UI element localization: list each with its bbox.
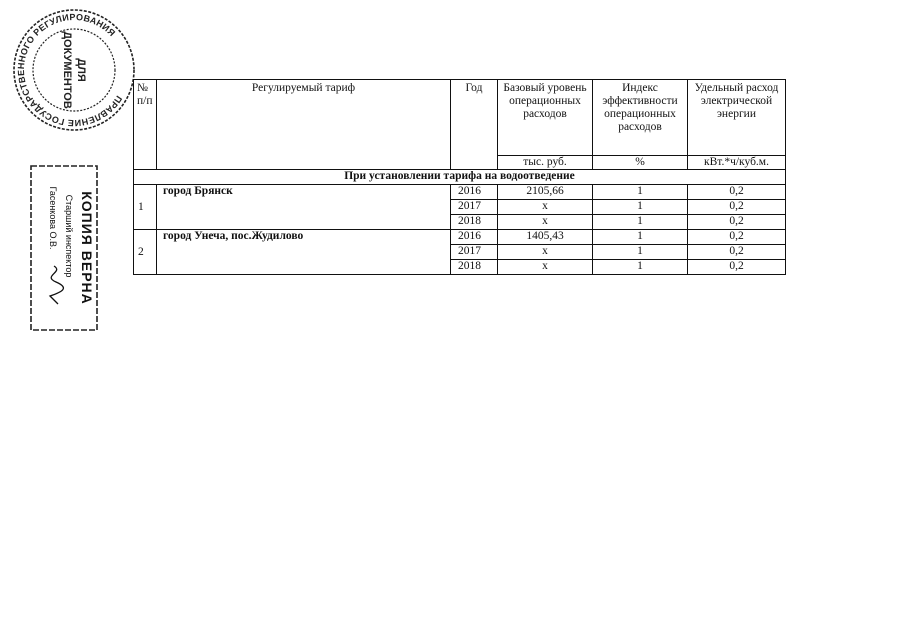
- header-index: Индекс эффективности операционных расходов: [593, 80, 688, 156]
- header-elec: Удельный расход электрической энергии: [688, 80, 786, 156]
- row-index: 1: [593, 200, 688, 215]
- row-base: 2105,66: [498, 185, 593, 200]
- row-index: 1: [593, 215, 688, 230]
- row-elec: 0,2: [688, 185, 786, 200]
- svg-text:ПРАВЛЕНИЕ ГОСУДАРСТВЕННОГО РЕГ: [10, 6, 138, 134]
- header-year: Год: [451, 80, 498, 170]
- stamp-graphic: [30, 165, 98, 331]
- row-tariff-name: город Унеча, пос.Жудилово: [157, 230, 451, 275]
- unit-elec: кВт.*ч/куб.м.: [688, 156, 786, 170]
- signature-mark: [50, 266, 63, 304]
- header-num: № п/п: [134, 80, 157, 170]
- row-base: 1405,43: [498, 230, 593, 245]
- stamp-name: Гасенкова О.В.: [48, 186, 58, 250]
- tariff-table: [133, 79, 786, 275]
- header-base: Базовый уровень операционных расходов: [498, 80, 593, 156]
- row-base: х: [498, 260, 593, 275]
- row-elec: 0,2: [688, 260, 786, 275]
- row-base: х: [498, 215, 593, 230]
- row-base: х: [498, 245, 593, 260]
- row-year: 2018: [451, 260, 498, 275]
- section-row: [134, 170, 786, 185]
- unit-index: %: [593, 156, 688, 170]
- row-elec: 0,2: [688, 215, 786, 230]
- seal-graphic: [10, 6, 138, 134]
- row-year: 2017: [451, 245, 498, 260]
- row-year: 2018: [451, 215, 498, 230]
- table-row: [134, 230, 786, 245]
- unit-base: тыс. руб.: [498, 156, 593, 170]
- section-title: При установлении тарифа на водоотведение: [134, 170, 786, 185]
- row-elec: 0,2: [688, 200, 786, 215]
- row-tariff-name: город Брянск: [157, 185, 451, 230]
- row-index: 1: [593, 260, 688, 275]
- row-year: 2016: [451, 230, 498, 245]
- seal-center-line1: ДЛЯ: [75, 58, 87, 82]
- row-number: 2: [134, 230, 157, 275]
- copy-certified-stamp: [30, 165, 98, 331]
- row-number: 1: [134, 185, 157, 230]
- row-elec: 0,2: [688, 245, 786, 260]
- row-base: х: [498, 200, 593, 215]
- stamp-position: Старший инспектор: [64, 194, 74, 278]
- row-index: 1: [593, 185, 688, 200]
- seal-ring-text: ПРАВЛЕНИЕ ГОСУДАРСТВЕННОГО РЕГУЛИРОВАНИЯ: [15, 11, 125, 129]
- stamp-title: КОПИЯ ВЕРНА: [79, 191, 95, 305]
- row-elec: 0,2: [688, 230, 786, 245]
- official-seal: [10, 6, 138, 134]
- table-header-row: [134, 80, 786, 156]
- seal-center-line2: ДОКУМЕНТОВ: [61, 31, 73, 109]
- row-year: 2016: [451, 185, 498, 200]
- table-row: [134, 185, 786, 200]
- row-index: 1: [593, 230, 688, 245]
- header-tariff: Регулируемый тариф: [157, 80, 451, 170]
- row-index: 1: [593, 245, 688, 260]
- row-year: 2017: [451, 200, 498, 215]
